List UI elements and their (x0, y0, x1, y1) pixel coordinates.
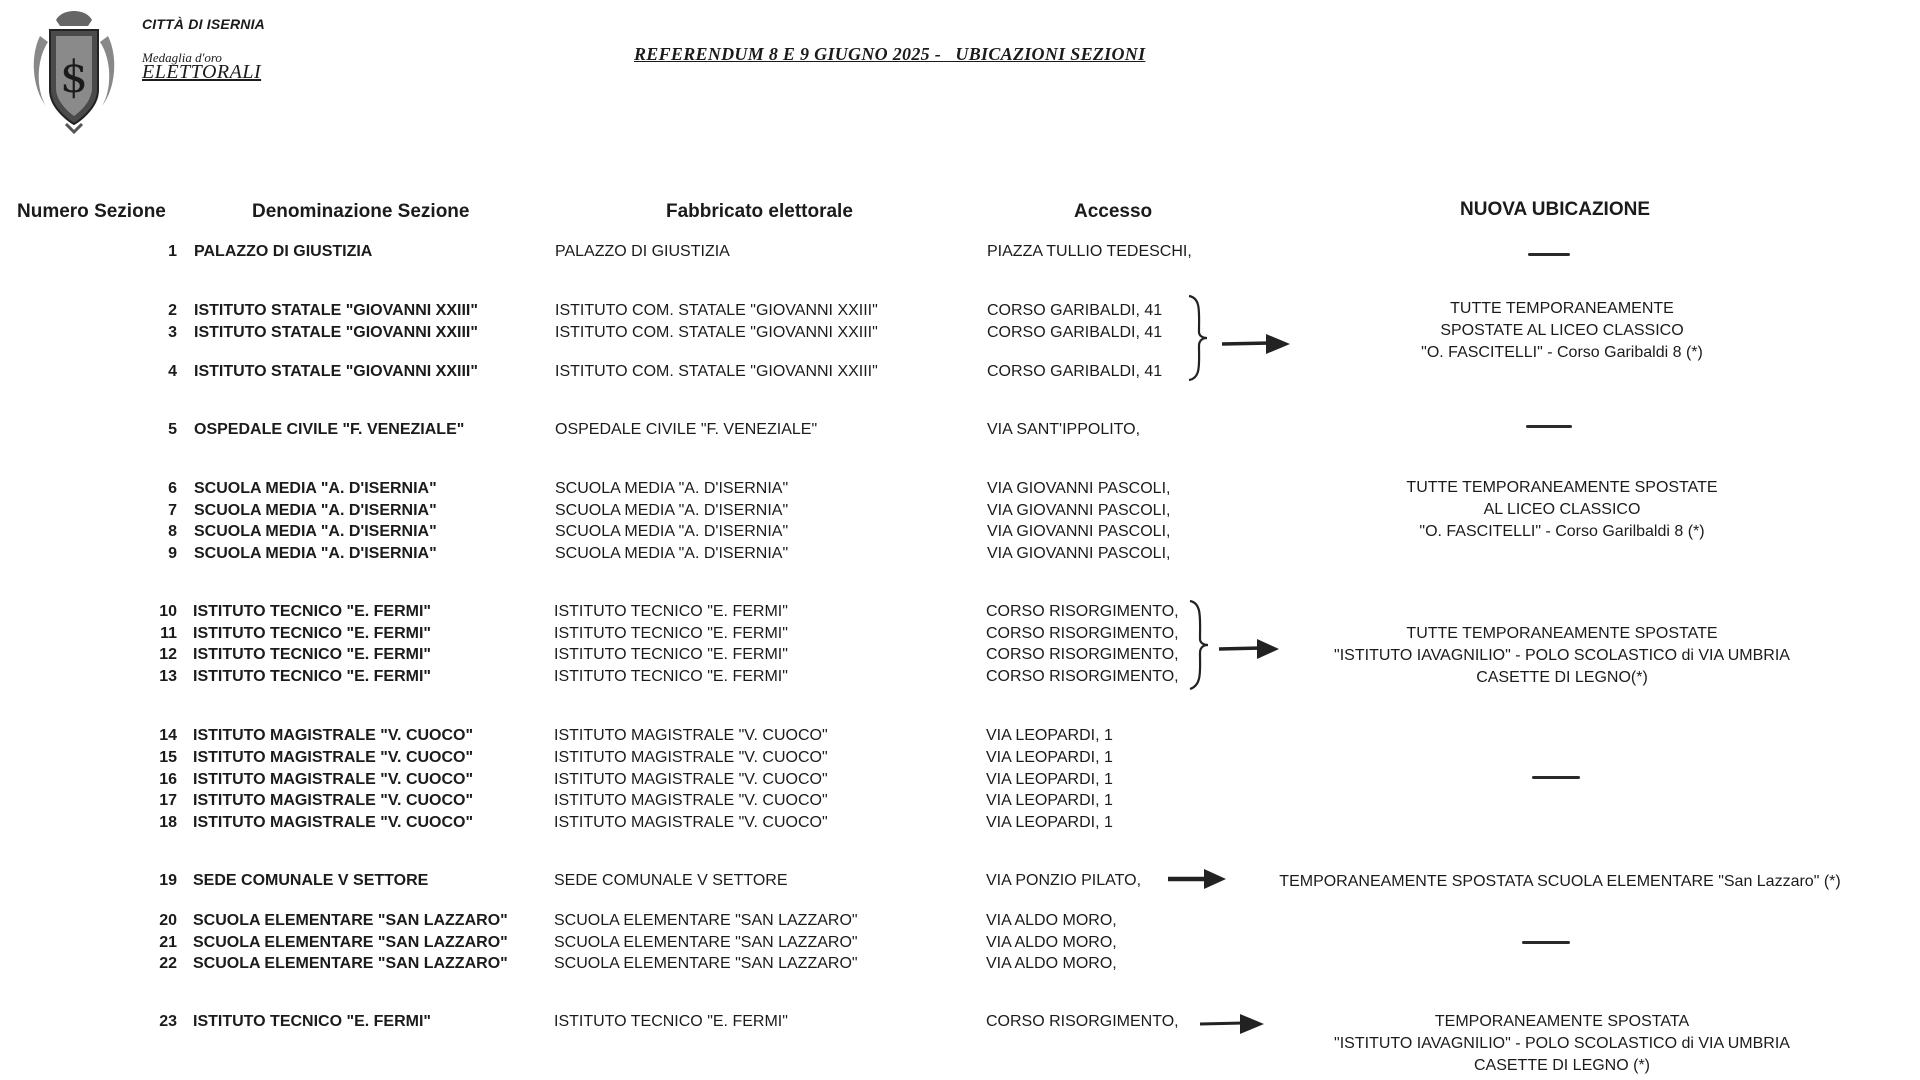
new-location-line: TEMPORANEAMENTE SPOSTATA (1434, 1013, 1690, 1030)
no-change-dash (1526, 425, 1572, 428)
section-access: CORSO GARIBALDI, 41 (987, 302, 1163, 319)
new-location-line: "ISTITUTO IAVAGNILIO" - POLO SCOLASTICO di VIA UMBRIA (1334, 647, 1790, 664)
section-number: 6 (168, 480, 177, 497)
new-location-line: "O. FASCITELLI" - Corso Garilbaldi 8 (*) (1419, 523, 1705, 540)
section-building: SCUOLA MEDIA "A. D'ISERNIA" (555, 545, 789, 562)
group-brace (1185, 292, 1211, 384)
new-location-line: "ISTITUTO IAVAGNILIO" - POLO SCOLASTICO di VIA UMBRIA (1334, 1035, 1790, 1052)
section-number: 3 (168, 324, 177, 341)
section-access: VIA PONZIO PILATO, (986, 872, 1142, 889)
section-name: PALAZZO DI GIUSTIZIA (194, 243, 373, 260)
section-access: CORSO RISORGIMENTO, (986, 646, 1179, 663)
new-location-line: CASETTE DI LEGNO(*) (1476, 669, 1648, 686)
section-number: 10 (159, 603, 177, 620)
section-access: VIA GIOVANNI PASCOLI, (987, 523, 1171, 540)
section-building: ISTITUTO MAGISTRALE "V. CUOCO" (554, 727, 828, 744)
section-name: ISTITUTO TECNICO "E. FERMI" (193, 646, 431, 663)
section-building: ISTITUTO TECNICO "E. FERMI" (554, 1013, 788, 1030)
arrow-right-icon (1166, 866, 1228, 892)
section-number: 14 (159, 727, 177, 744)
new-location-group-5 (1334, 1011, 1790, 1077)
section-number: 11 (160, 625, 177, 642)
new-location-group-4 (1279, 871, 1840, 893)
section-name: ISTITUTO STATALE "GIOVANNI XXIII" (194, 324, 478, 341)
section-number: 19 (159, 872, 177, 889)
svg-text:$: $ (60, 52, 88, 103)
no-change-dash (1532, 776, 1580, 779)
header-denominazione: Denominazione Sezione (252, 201, 470, 222)
section-number: 8 (168, 523, 177, 540)
arrow-right-icon (1217, 636, 1281, 662)
section-number: 16 (159, 771, 177, 788)
section-access: VIA LEOPARDI, 1 (986, 814, 1113, 831)
section-access: VIA LEOPARDI, 1 (986, 771, 1113, 788)
no-change-dash (1522, 941, 1570, 944)
new-location-line: SPOSTATE AL LICEO CLASSICO (1440, 322, 1684, 339)
section-name: SCUOLA MEDIA "A. D'ISERNIA" (194, 502, 437, 519)
section-building: ISTITUTO TECNICO "E. FERMI" (554, 668, 788, 685)
section-name: SCUOLA MEDIA "A. D'ISERNIA" (194, 480, 437, 497)
section-access: VIA GIOVANNI PASCOLI, (987, 502, 1171, 519)
section-name: ISTITUTO MAGISTRALE "V. CUOCO" (193, 771, 474, 788)
section-name: ISTITUTO STATALE "GIOVANNI XXIII" (194, 363, 478, 380)
header-nuova-ubicazione: NUOVA UBICAZIONE (1460, 199, 1650, 220)
section-building: ISTITUTO MAGISTRALE "V. CUOCO" (554, 814, 828, 831)
section-access: PIAZZA TULLIO TEDESCHI, (987, 243, 1192, 260)
section-name: SCUOLA ELEMENTARE "SAN LAZZARO" (193, 934, 508, 951)
section-number: 23 (159, 1013, 177, 1030)
new-location-group-3 (1334, 623, 1790, 689)
section-access: VIA LEOPARDI, 1 (986, 792, 1113, 809)
section-access: CORSO GARIBALDI, 41 (987, 363, 1163, 380)
section-name: ISTITUTO MAGISTRALE "V. CUOCO" (193, 727, 474, 744)
section-name: ISTITUTO TECNICO "E. FERMI" (193, 668, 431, 685)
city-name: CITTÀ DI ISERNIA (142, 16, 265, 32)
section-number: 17 (159, 792, 177, 809)
new-location-line: AL LICEO CLASSICO (1483, 501, 1641, 518)
section-building: OSPEDALE CIVILE "F. VENEZIALE" (555, 421, 818, 438)
section-building: ISTITUTO COM. STATALE "GIOVANNI XXIII" (555, 324, 878, 341)
new-location-line: TUTTE TEMPORANEAMENTE (1450, 300, 1674, 317)
section-number: 5 (168, 421, 177, 438)
section-building: SCUOLA MEDIA "A. D'ISERNIA" (555, 480, 789, 497)
section-access: CORSO RISORGIMENTO, (986, 1013, 1179, 1030)
section-name: ISTITUTO TECNICO "E. FERMI" (193, 625, 431, 642)
section-number: 20 (159, 912, 177, 929)
section-number: 2 (168, 302, 177, 319)
header-numero-sezione: Numero Sezione (17, 201, 166, 222)
new-location-line: TEMPORANEAMENTE SPOSTATA SCUOLA ELEMENTARE "San Lazzaro" (*) (1279, 873, 1841, 890)
section-name: SCUOLA ELEMENTARE "SAN LAZZARO" (193, 955, 508, 972)
office-name: ELETTORALI (142, 61, 262, 83)
new-location-group-2 (1406, 477, 1717, 543)
section-access: VIA LEOPARDI, 1 (986, 727, 1113, 744)
section-number: 12 (159, 646, 177, 663)
arrow-right-icon (1198, 1011, 1266, 1037)
section-number: 22 (159, 955, 177, 972)
section-access: VIA ALDO MORO, (986, 955, 1117, 972)
section-access: VIA LEOPARDI, 1 (986, 749, 1113, 766)
no-change-dash (1528, 253, 1570, 256)
city-crest-logo (26, 6, 122, 134)
section-building: ISTITUTO MAGISTRALE "V. CUOCO" (554, 771, 828, 788)
section-name: SEDE COMUNALE V SETTORE (193, 872, 429, 889)
section-building: SEDE COMUNALE V SETTORE (554, 872, 788, 889)
section-number: 13 (159, 668, 177, 685)
new-location-group-1 (1421, 298, 1703, 364)
section-name: SCUOLA ELEMENTARE "SAN LAZZARO" (193, 912, 508, 929)
new-location-line: TUTTE TEMPORANEAMENTE SPOSTATE (1406, 625, 1718, 642)
section-building: ISTITUTO MAGISTRALE "V. CUOCO" (554, 749, 828, 766)
section-name: ISTITUTO MAGISTRALE "V. CUOCO" (193, 792, 474, 809)
section-access: CORSO RISORGIMENTO, (986, 668, 1179, 685)
header-fabbricato: Fabbricato elettorale (666, 201, 853, 222)
section-number: 18 (159, 814, 177, 831)
section-name: SCUOLA MEDIA "A. D'ISERNIA" (194, 523, 437, 540)
document-title: REFERENDUM 8 E 9 GIUGNO 2025 - UBICAZIONI SEZIONI (634, 44, 1146, 64)
section-name: ISTITUTO STATALE "GIOVANNI XXIII" (194, 302, 478, 319)
section-building: ISTITUTO COM. STATALE "GIOVANNI XXIII" (555, 363, 878, 380)
section-name: ISTITUTO MAGISTRALE "V. CUOCO" (193, 749, 474, 766)
section-name: SCUOLA MEDIA "A. D'ISERNIA" (194, 545, 437, 562)
section-building: SCUOLA ELEMENTARE "SAN LAZZARO" (554, 912, 858, 929)
section-building: ISTITUTO TECNICO "E. FERMI" (554, 625, 788, 642)
section-number: 21 (159, 934, 177, 951)
section-building: SCUOLA MEDIA "A. D'ISERNIA" (555, 502, 789, 519)
section-access: VIA SANT'IPPOLITO, (987, 421, 1141, 438)
section-number: 7 (168, 502, 177, 519)
section-access: CORSO GARIBALDI, 41 (987, 324, 1163, 341)
section-access: VIA ALDO MORO, (986, 934, 1117, 951)
section-access: VIA GIOVANNI PASCOLI, (987, 545, 1171, 562)
section-number: 9 (168, 545, 177, 562)
group-brace (1186, 597, 1212, 693)
new-location-line: TUTTE TEMPORANEAMENTE SPOSTATE (1406, 479, 1718, 496)
section-building: ISTITUTO TECNICO "E. FERMI" (554, 646, 788, 663)
arrow-right-icon (1220, 331, 1292, 357)
section-building: PALAZZO DI GIUSTIZIA (555, 243, 730, 260)
section-building: ISTITUTO MAGISTRALE "V. CUOCO" (554, 792, 828, 809)
section-building: ISTITUTO TECNICO "E. FERMI" (554, 603, 788, 620)
section-number: 1 (168, 243, 177, 260)
section-number: 15 (159, 749, 177, 766)
section-name: ISTITUTO TECNICO "E. FERMI" (193, 603, 431, 620)
section-access: CORSO RISORGIMENTO, (986, 625, 1179, 642)
section-access: VIA ALDO MORO, (986, 912, 1117, 929)
section-building: SCUOLA MEDIA "A. D'ISERNIA" (555, 523, 789, 540)
section-number: 4 (168, 363, 177, 380)
new-location-line: "O. FASCITELLI" - Corso Garibaldi 8 (*) (1421, 344, 1703, 361)
section-name: OSPEDALE CIVILE "F. VENEZIALE" (194, 421, 465, 438)
section-name: ISTITUTO TECNICO "E. FERMI" (193, 1013, 431, 1030)
section-building: SCUOLA ELEMENTARE "SAN LAZZARO" (554, 955, 858, 972)
section-access: CORSO RISORGIMENTO, (986, 603, 1179, 620)
medal-text: Medaglia d'oro (142, 50, 222, 65)
section-name: ISTITUTO MAGISTRALE "V. CUOCO" (193, 814, 474, 831)
new-location-line: CASETTE DI LEGNO (*) (1473, 1057, 1651, 1074)
section-access: VIA GIOVANNI PASCOLI, (987, 480, 1171, 497)
header-accesso: Accesso (1074, 201, 1153, 222)
section-building: ISTITUTO COM. STATALE "GIOVANNI XXIII" (555, 302, 878, 319)
section-building: SCUOLA ELEMENTARE "SAN LAZZARO" (554, 934, 858, 951)
